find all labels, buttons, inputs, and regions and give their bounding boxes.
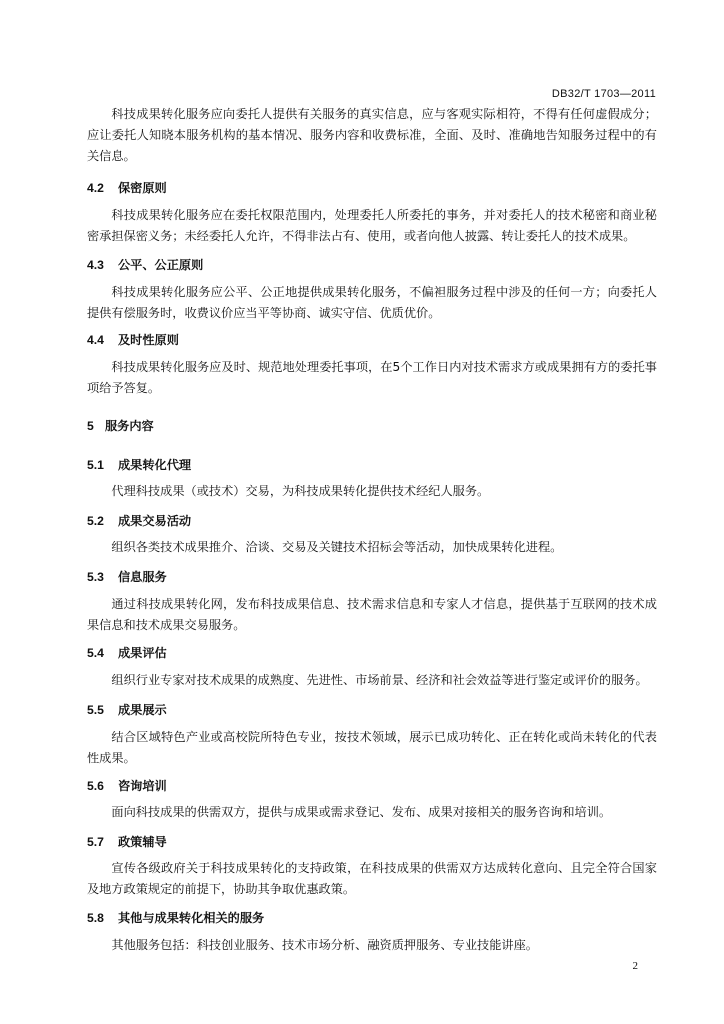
section-title: 咨询培训 — [118, 779, 167, 793]
section-title: 成果展示 — [118, 703, 167, 717]
section-paragraph-5-6: 面向科技成果的供需双方，提供与成果或需求登记、发布、成果对接相关的服务咨询和培训。 — [111, 805, 612, 819]
section-number: 5.4 — [87, 646, 104, 660]
section-paragraph-5-8: 其他服务包括：科技创业服务、技术市场分析、融资质押服务、专业技能讲座。 — [111, 938, 538, 952]
section-title: 成果转化代理 — [118, 458, 192, 472]
section-heading-5-3 — [87, 568, 167, 585]
section-heading-5-5 — [87, 701, 167, 718]
section-title: 政策辅导 — [118, 835, 167, 849]
section-paragraph-5-1: 代理科技成果（或技术）交易，为科技成果转化提供技术经纪人服务。 — [111, 484, 490, 498]
section-number: 5.8 — [87, 911, 104, 925]
section-heading-4-2 — [87, 179, 167, 196]
section-paragraph-4-2: 科技成果转化服务应在委托权限范围内，处理委托人所委托的事务，并对委托人的技术秘密和商业秘密承担保密义务；未经委托人允许，不得非法占有、使用，或者向他人披露、转让委托人的技术成果。 — [87, 208, 657, 243]
section-paragraph-5-2: 组织各类技术成果推介、洽谈、交易及关键技术招标会等活动，加快成果转化进程。 — [111, 540, 563, 554]
section-paragraph-5-5: 结合区域特色产业或高校院所特色专业，按技术领域，展示已成功转化、正在转化或尚未转化的代表性成果。 — [87, 730, 657, 765]
section-paragraph-4-4: 科技成果转化服务应及时、规范地处理委托事项，在5个工作日内对技术需求方或成果拥有方的委托事项给予答复。 — [87, 360, 657, 395]
section-heading-5-8 — [87, 909, 264, 926]
section-number: 5.6 — [87, 779, 104, 793]
section-title: 保密原则 — [118, 181, 167, 195]
section-number: 5.1 — [87, 458, 104, 472]
chapter-number: 5 — [87, 419, 94, 433]
section-number: 5.2 — [87, 514, 104, 528]
section-heading-5-1 — [87, 456, 191, 473]
section-paragraph-5-7: 宣传各级政府关于科技成果转化的支持政策，在科技成果的供需双方达成转化意向、且完全符合国家及地方政策规定的前提下，协助其争取优惠政策。 — [87, 861, 657, 896]
section-heading-5-7 — [87, 833, 167, 850]
section-title: 其他与成果转化相关的服务 — [118, 911, 265, 925]
chapter-heading-5 — [87, 417, 154, 434]
section-heading-4-4 — [87, 331, 179, 348]
section-paragraph-4-3: 科技成果转化服务应公平、公正地提供成果转化服务，不偏袒服务过程中涉及的任何一方；向委托人提供有偿服务时，收费议价应当平等协商、诚实守信、优质优价。 — [87, 285, 657, 320]
chapter-title: 服务内容 — [105, 419, 154, 433]
section-title: 成果评估 — [118, 646, 167, 660]
intro-paragraph: 科技成果转化服务应向委托人提供有关服务的真实信息，应与客观实际相符，不得有任何虚假成分；应让委托人知晓本服务机构的基本情况、服务内容和收费标准，全面、及时、准确地告知服务过程中的有关信息。 — [87, 107, 657, 163]
section-number: 4.3 — [87, 258, 104, 272]
section-paragraph-5-3: 通过科技成果转化网，发布科技成果信息、技术需求信息和专家人才信息，提供基于互联网的技术成果信息和技术成果交易服务。 — [87, 597, 657, 632]
section-title: 信息服务 — [118, 570, 167, 584]
page-number: 2 — [632, 960, 638, 972]
section-paragraph-5-4: 组织行业专家对技术成果的成熟度、先进性、市场前景、经济和社会效益等进行鉴定或评价的服务。 — [111, 673, 648, 687]
document-code: DB32/T 1703—2011 — [551, 88, 656, 100]
section-title: 成果交易活动 — [118, 514, 192, 528]
section-heading-4-3 — [87, 256, 203, 273]
section-heading-5-2 — [87, 512, 191, 529]
section-number: 5.5 — [87, 703, 104, 717]
section-heading-5-4 — [87, 644, 167, 661]
section-number: 4.2 — [87, 181, 104, 195]
section-number: 5.7 — [87, 835, 104, 849]
section-number: 4.4 — [87, 333, 104, 347]
section-title: 公平、公正原则 — [118, 258, 204, 272]
section-heading-5-6 — [87, 777, 167, 794]
section-number: 5.3 — [87, 570, 104, 584]
section-title: 及时性原则 — [118, 333, 179, 347]
